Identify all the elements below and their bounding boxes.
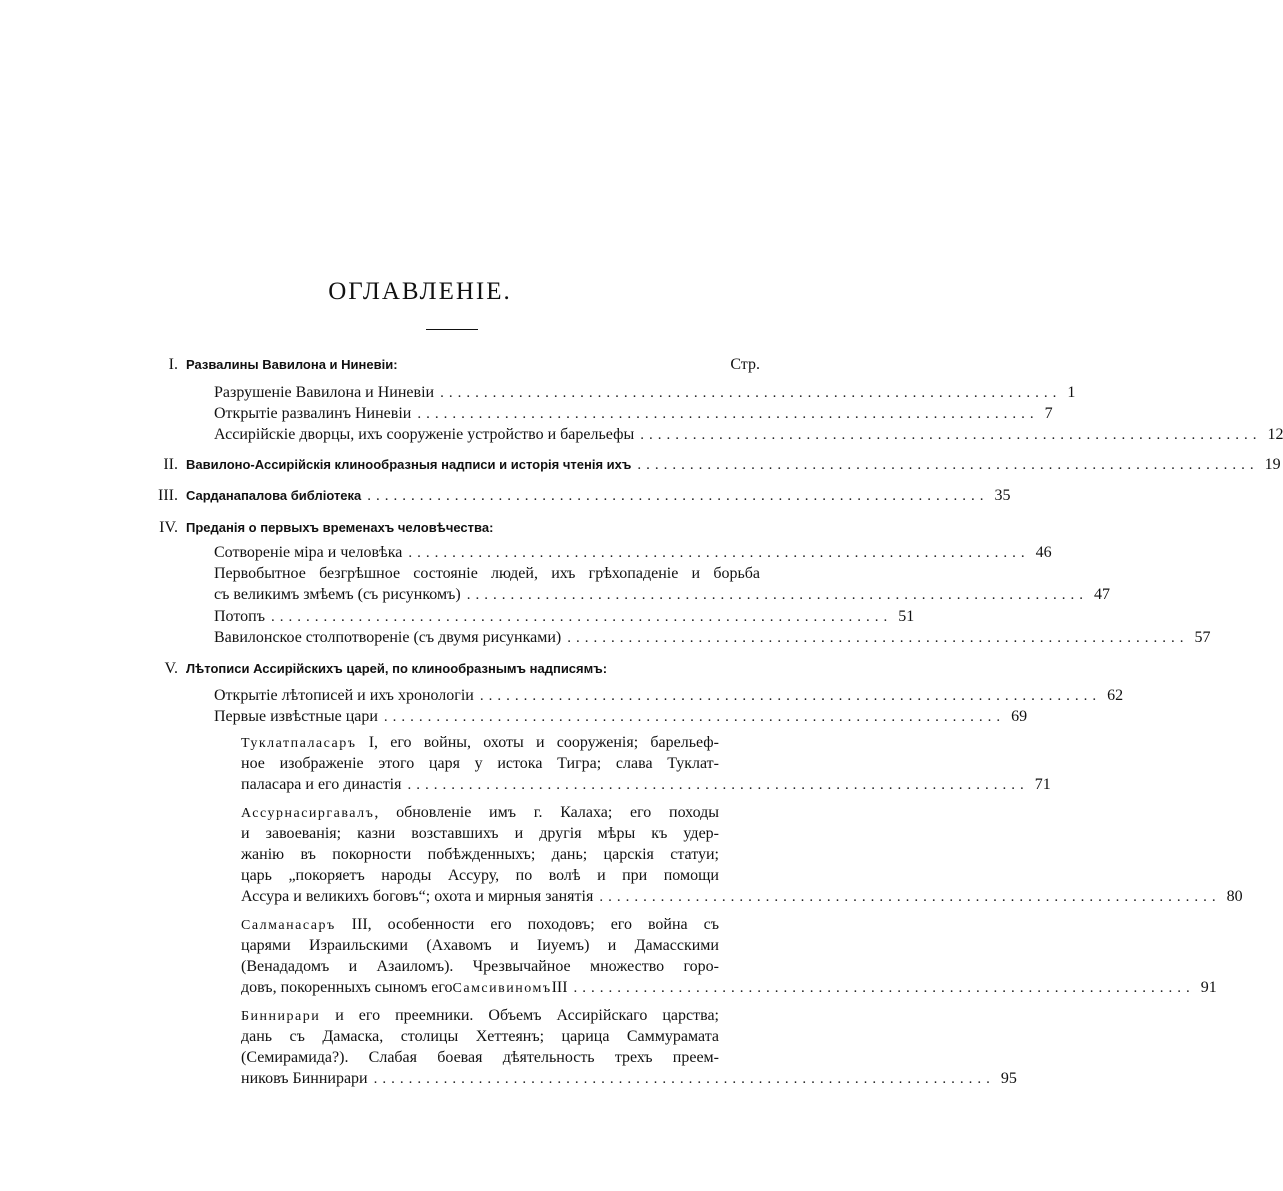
king-name: Салманасаръ bbox=[241, 918, 336, 933]
chapter-number: II. bbox=[163, 456, 178, 473]
toc-entry[interactable] bbox=[241, 978, 1217, 998]
king-name: Биннирари bbox=[241, 1009, 321, 1024]
king-name: Ассурнасиргавалъ bbox=[241, 806, 375, 821]
chapter-number: V. bbox=[164, 660, 178, 677]
subentry-first-line bbox=[241, 1006, 719, 1027]
leader-dots: ....................................................................... bbox=[599, 889, 1221, 905]
subentry-first-line bbox=[241, 803, 719, 824]
leader-dots: ....................................................................... bbox=[440, 385, 1062, 401]
subentry-text: III, особенности его походовъ; его война съ bbox=[335, 916, 719, 933]
leader-dots: ....................................................................... bbox=[479, 688, 1102, 704]
subentry-line: царями Израильскими (Ахавомъ и Іиуемъ) и Дамасскими bbox=[241, 937, 719, 954]
entry-text: Первые извѣстные цари bbox=[214, 708, 378, 725]
entry-text: паласара и его династія bbox=[241, 776, 402, 793]
entry-page: 19 bbox=[1264, 456, 1281, 473]
subentry-line: дань съ Дамаска, столицы Хеттеянъ; царица Саммурамата bbox=[241, 1028, 719, 1045]
entry-page: 91 bbox=[1200, 979, 1217, 996]
chapter-number: III. bbox=[158, 487, 178, 504]
chapter-title: Лѣтописи Ассирійскихъ царей, по клинообразнымъ надписямъ: bbox=[186, 661, 608, 676]
leader-dots: ....................................................................... bbox=[567, 630, 1189, 646]
subentry-first-line bbox=[241, 915, 719, 936]
subentry-line: (Венададомъ и Азаиломъ). Чрезвычайное множество горо- bbox=[241, 958, 719, 975]
entry-page: 7 bbox=[1044, 405, 1053, 422]
leader-dots: ....................................................................... bbox=[637, 457, 1259, 473]
chapter-heading bbox=[186, 659, 760, 679]
king-name: Туклатпаласаръ bbox=[241, 736, 357, 751]
toc-entry[interactable] bbox=[214, 383, 1076, 403]
leader-dots: ....................................................................... bbox=[466, 587, 1088, 603]
leader-dots: ....................................................................... bbox=[407, 777, 1029, 793]
subentry-first-line bbox=[241, 733, 719, 754]
subentry-line: жанію въ покорности побѣжденныхъ; дань; царскія статуи; bbox=[241, 846, 719, 863]
entry-page: 35 bbox=[994, 487, 1011, 504]
entry-page: 69 bbox=[1011, 708, 1028, 725]
chapter-heading[interactable] bbox=[186, 486, 1011, 506]
entry-text: Вавилонское столпотвореніе (съ двумя рисунками) bbox=[214, 629, 562, 646]
entry-page: 46 bbox=[1035, 544, 1052, 561]
entry-text-line: Первобытное безгрѣшное состояніе людей, ихъ грѣхопаденіе и борьба bbox=[214, 565, 760, 582]
entry-text: Открытіе развалинъ Ниневіи bbox=[214, 405, 412, 422]
toc-entry[interactable] bbox=[214, 628, 1211, 648]
chapter-title: Развалины Вавилона и Ниневіи: bbox=[186, 357, 398, 372]
subentry-text: и его преемники. Объемъ Ассирійскаго царства; bbox=[320, 1007, 719, 1024]
entry-page: 62 bbox=[1107, 687, 1124, 704]
chapter-heading[interactable] bbox=[186, 455, 1281, 475]
chapter-heading bbox=[186, 518, 760, 538]
entry-text: никовъ Биннирари bbox=[241, 1070, 368, 1087]
chapter-heading bbox=[186, 355, 760, 375]
subentry-line: царь „покоряетъ народы Ассуру, по волѣ и при помощи bbox=[241, 867, 719, 884]
entry-page: 1 bbox=[1067, 384, 1076, 401]
toc-entry[interactable] bbox=[241, 887, 1243, 907]
entry-text: Разрушеніе Вавилона и Ниневіи bbox=[214, 384, 435, 401]
entry-text: Потопъ bbox=[214, 608, 265, 625]
entry-text: Сотвореніе міра и человѣка bbox=[214, 544, 403, 561]
toc-entry[interactable] bbox=[241, 775, 1051, 795]
chapter-title: Вавилоно-Ассирійскія клинообразныя надписи и исторія чтенія ихъ bbox=[186, 457, 632, 472]
subentry-line: и завоеванія; казни возставшихъ и другія мѣры къ удер- bbox=[241, 825, 719, 842]
title-divider bbox=[426, 329, 478, 330]
entry-page: 47 bbox=[1093, 586, 1110, 603]
toc-entry[interactable] bbox=[214, 686, 1124, 706]
entry-page: 57 bbox=[1194, 629, 1211, 646]
king-name: Самсивиномъ bbox=[452, 981, 552, 996]
leader-dots: ....................................................................... bbox=[367, 488, 989, 504]
entry-text: съ великимъ змѣемъ (съ рисункомъ) bbox=[214, 586, 461, 603]
toc-entry[interactable] bbox=[241, 1069, 1017, 1089]
page-title: ОГЛАВЛЕНIЕ. bbox=[328, 278, 512, 305]
entry-text: Открытіе лѣтописей и ихъ хронологіи bbox=[214, 687, 474, 704]
leader-dots: ....................................................................... bbox=[417, 406, 1039, 422]
subentry-text: , обновленіе имъ г. Калаха; его походы bbox=[374, 804, 719, 821]
subentry-line: ное изображеніе этого царя у истока Тигра; слава Туклат- bbox=[241, 755, 719, 772]
toc-entry[interactable] bbox=[214, 543, 1052, 563]
leader-dots: ....................................................................... bbox=[640, 427, 1262, 443]
entry-page: 71 bbox=[1034, 776, 1051, 793]
leader-dots: ....................................................................... bbox=[383, 709, 1006, 725]
toc-entry[interactable] bbox=[214, 607, 915, 627]
leader-dots: ....................................................................... bbox=[373, 1071, 995, 1087]
subentry-text: I, его войны, охоты и сооруженія; барельеф- bbox=[356, 734, 719, 751]
toc-entry[interactable] bbox=[214, 585, 1110, 605]
entry-text: довъ, покоренныхъ сыномъ его bbox=[241, 979, 453, 996]
toc-entry[interactable] bbox=[214, 425, 1283, 445]
toc-entry[interactable] bbox=[214, 404, 1053, 424]
leader-dots: ....................................................................... bbox=[270, 609, 893, 625]
entry-page: 51 bbox=[898, 608, 915, 625]
entry-text: Ассирійскіе дворцы, ихъ сооруженіе устройство и барельефы bbox=[214, 426, 635, 443]
chapter-number: IV. bbox=[159, 519, 178, 536]
entry-text: III bbox=[551, 979, 568, 996]
toc-entry[interactable] bbox=[214, 707, 1028, 727]
chapter-number: I. bbox=[168, 356, 178, 373]
leader-dots: ....................................................................... bbox=[408, 545, 1030, 561]
chapter-title: Сарданапалова библіотека bbox=[186, 488, 362, 503]
entry-page: 80 bbox=[1226, 888, 1243, 905]
leader-dots: ....................................................................... bbox=[573, 980, 1195, 996]
chapter-title: Преданія о первыхъ временахъ человѣчества: bbox=[186, 520, 494, 535]
page-column-header: Стр. bbox=[730, 356, 760, 373]
entry-page: 95 bbox=[1000, 1070, 1017, 1087]
entry-page: 12 bbox=[1267, 426, 1283, 443]
entry-text: Ассура и великихъ боговъ“; охота и мирныя занятія bbox=[241, 888, 594, 905]
subentry-line: (Семирамида?). Слабая боевая дѣятельность трехъ преем- bbox=[241, 1049, 719, 1066]
